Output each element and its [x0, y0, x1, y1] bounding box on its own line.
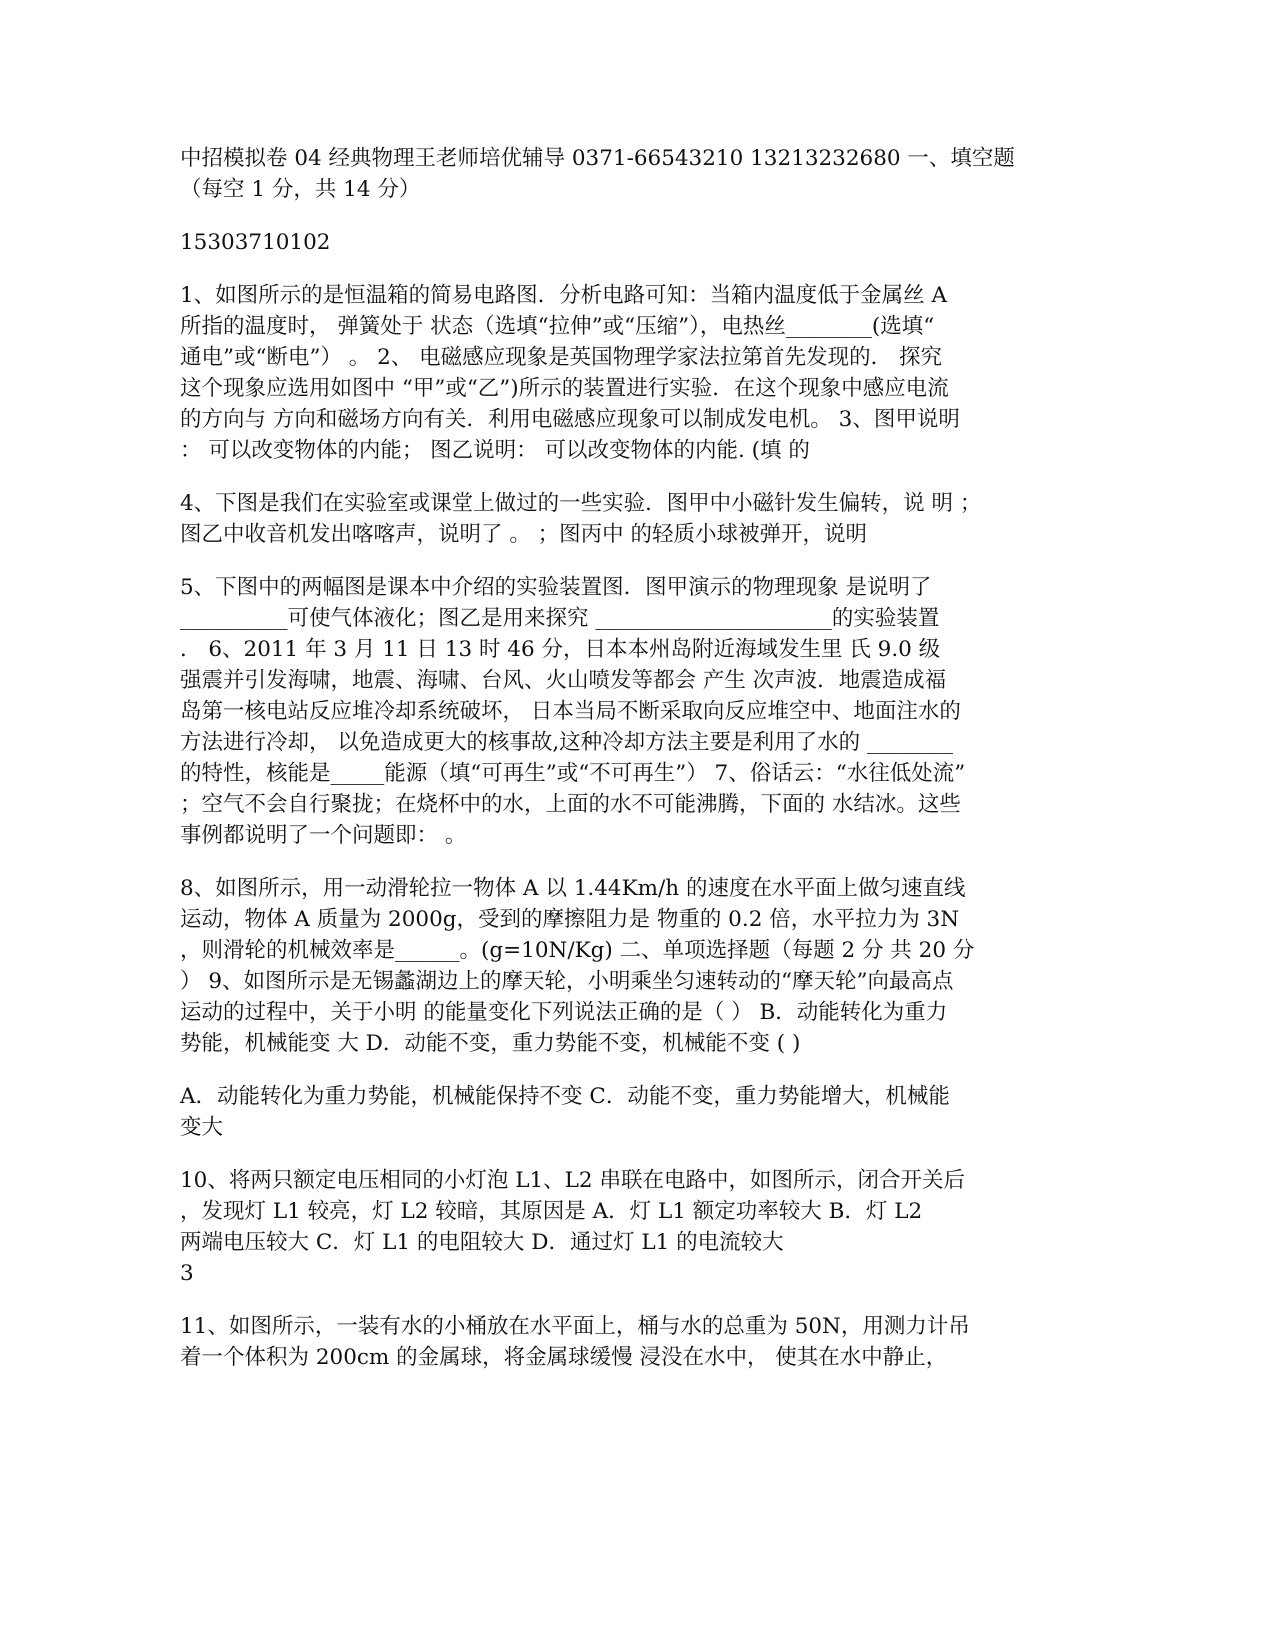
text-line: 10、将两只额定电压相同的小灯泡 L1、L2 串联在电路中，如图所示，闭合开关后: [180, 1168, 965, 1193]
paragraph: [180, 572, 1050, 851]
paragraph: [180, 873, 1050, 1059]
text-line: 中招模拟卷 04 经典物理王老师培优辅导 0371-66543210 13213232680 一、填空题: [180, 146, 1015, 171]
text-line: A．动能转化为重力势能，机械能保持不变 C．动能不变，重力势能增大，机械能: [180, 1084, 950, 1109]
text-line: 岛第一核电站反应堆冷却系统破坏， 日本当局不断采取向反应堆空中、地面注水的: [180, 699, 961, 724]
paragraph: [180, 1081, 1050, 1143]
text-line: 1、如图所示的是恒温箱的简易电路图．分析电路可知：当箱内温度低于金属丝 A: [180, 283, 948, 308]
text-line: 3: [180, 1261, 194, 1286]
paragraph: [180, 1165, 1050, 1289]
paragraph: [180, 143, 1050, 205]
paragraph: [180, 280, 1050, 466]
text-line: ） 9、如图所示是无锡蠡湖边上的摩天轮，小明乘坐匀速转动的“摩天轮”向最高点: [180, 969, 954, 994]
text-line: 8、如图所示，用一动滑轮拉一物体 A 以 1.44Km/h 的速度在水平面上做匀速直线: [180, 876, 966, 901]
text-line: ；空气不会自行聚拢；在烧杯中的水，上面的水不可能沸腾，下面的 水结冰。这些: [180, 792, 961, 817]
text-line: 变大: [180, 1115, 224, 1140]
paragraph: [180, 227, 1050, 258]
text-line: 所指的温度时， 弹簧处于 状态（选填“拉伸”或“压缩”），电热丝________(选填“: [180, 314, 935, 339]
text-line: 强震并引发海啸，地震、海啸、台风、火山喷发等都会 产生 次声波．地震造成福: [180, 668, 947, 693]
paragraph: [180, 1311, 1050, 1373]
text-line: ． 6、2011 年 3 月 11 日 13 时 46 分，日本本州岛附近海域发生里 氏 9.0 级: [180, 637, 941, 662]
text-line: （每空 1 分，共 14 分）: [180, 177, 421, 202]
text-line: 15303710102: [180, 230, 331, 255]
text-line: 4、下图是我们在实验室或课堂上做过的一些实验．图甲中小磁针发生偏转，说 明 ；: [180, 491, 982, 516]
text-line: 这个现象应选用如图中 “甲”或“乙”)所示的装置进行实验．在这个现象中感应电流: [180, 376, 949, 401]
text-line: ： 可以改变物体的内能； 图乙说明： 可以改变物体的内能. (填 的: [180, 438, 810, 463]
text-line: 着一个体积为 200cm 的金属球，将金属球缓慢 浸没在水中， 使其在水中静止，: [180, 1345, 948, 1370]
text-line: 运动，物体 A 质量为 2000g，受到的摩擦阻力是 物重的 0.2 倍，水平拉力为 3N: [180, 907, 960, 932]
text-line: 事例都说明了一个问题即： 。: [180, 823, 467, 848]
text-line: 11、如图所示，一装有水的小桶放在水平面上，桶与水的总重为 50N，用测力计吊: [180, 1314, 970, 1339]
text-line: 通电”或“断电”） 。 2、 电磁感应现象是英国物理学家法拉第首先发现的． 探究: [180, 345, 942, 370]
text-line: 的方向与 方向和磁场方向有关．利用电磁感应现象可以制成发电机。 3、图甲说明: [180, 407, 960, 432]
text-line: ，则滑轮的机械效率是______。(g=10N/Kg) 二、单项选择题（每题 2 分 共 20 分: [180, 938, 975, 963]
text-line: __________可使气体液化；图乙是用来探究 ______________________的实验装置: [180, 606, 940, 631]
text-line: 运动的过程中，关于小明 的能量变化下列说法正确的是（ ） B．动能转化为重力: [180, 1000, 948, 1025]
text-line: 图乙中收音机发出喀喀声，说明了 。 ；图丙中 的轻质小球被弹开，说明: [180, 522, 868, 547]
paragraph: [180, 488, 1050, 550]
text-line: 的特性，核能是_____能源（填“可再生”或“不可再生”） 7、俗话云：“水往低处流”: [180, 761, 966, 786]
text-line: 方法进行冷却， 以免造成更大的核事故,这种冷却方法主要是利用了水的 ________: [180, 730, 954, 755]
text-line: 势能，机械能变 大 D．动能不变，重力势能不变，机械能不变 ( ): [180, 1031, 801, 1056]
text-line: ，发现灯 L1 较亮，灯 L2 较暗，其原因是 A．灯 L1 额定功率较大 B．灯 L2: [180, 1199, 923, 1224]
text-line: 5、下图中的两幅图是课本中介绍的实验装置图．图甲演示的物理现象 是说明了: [180, 575, 932, 600]
document-page: [180, 143, 1050, 1395]
text-line: 两端电压较大 C．灯 L1 的电阻较大 D．通过灯 L1 的电流较大: [180, 1230, 784, 1255]
